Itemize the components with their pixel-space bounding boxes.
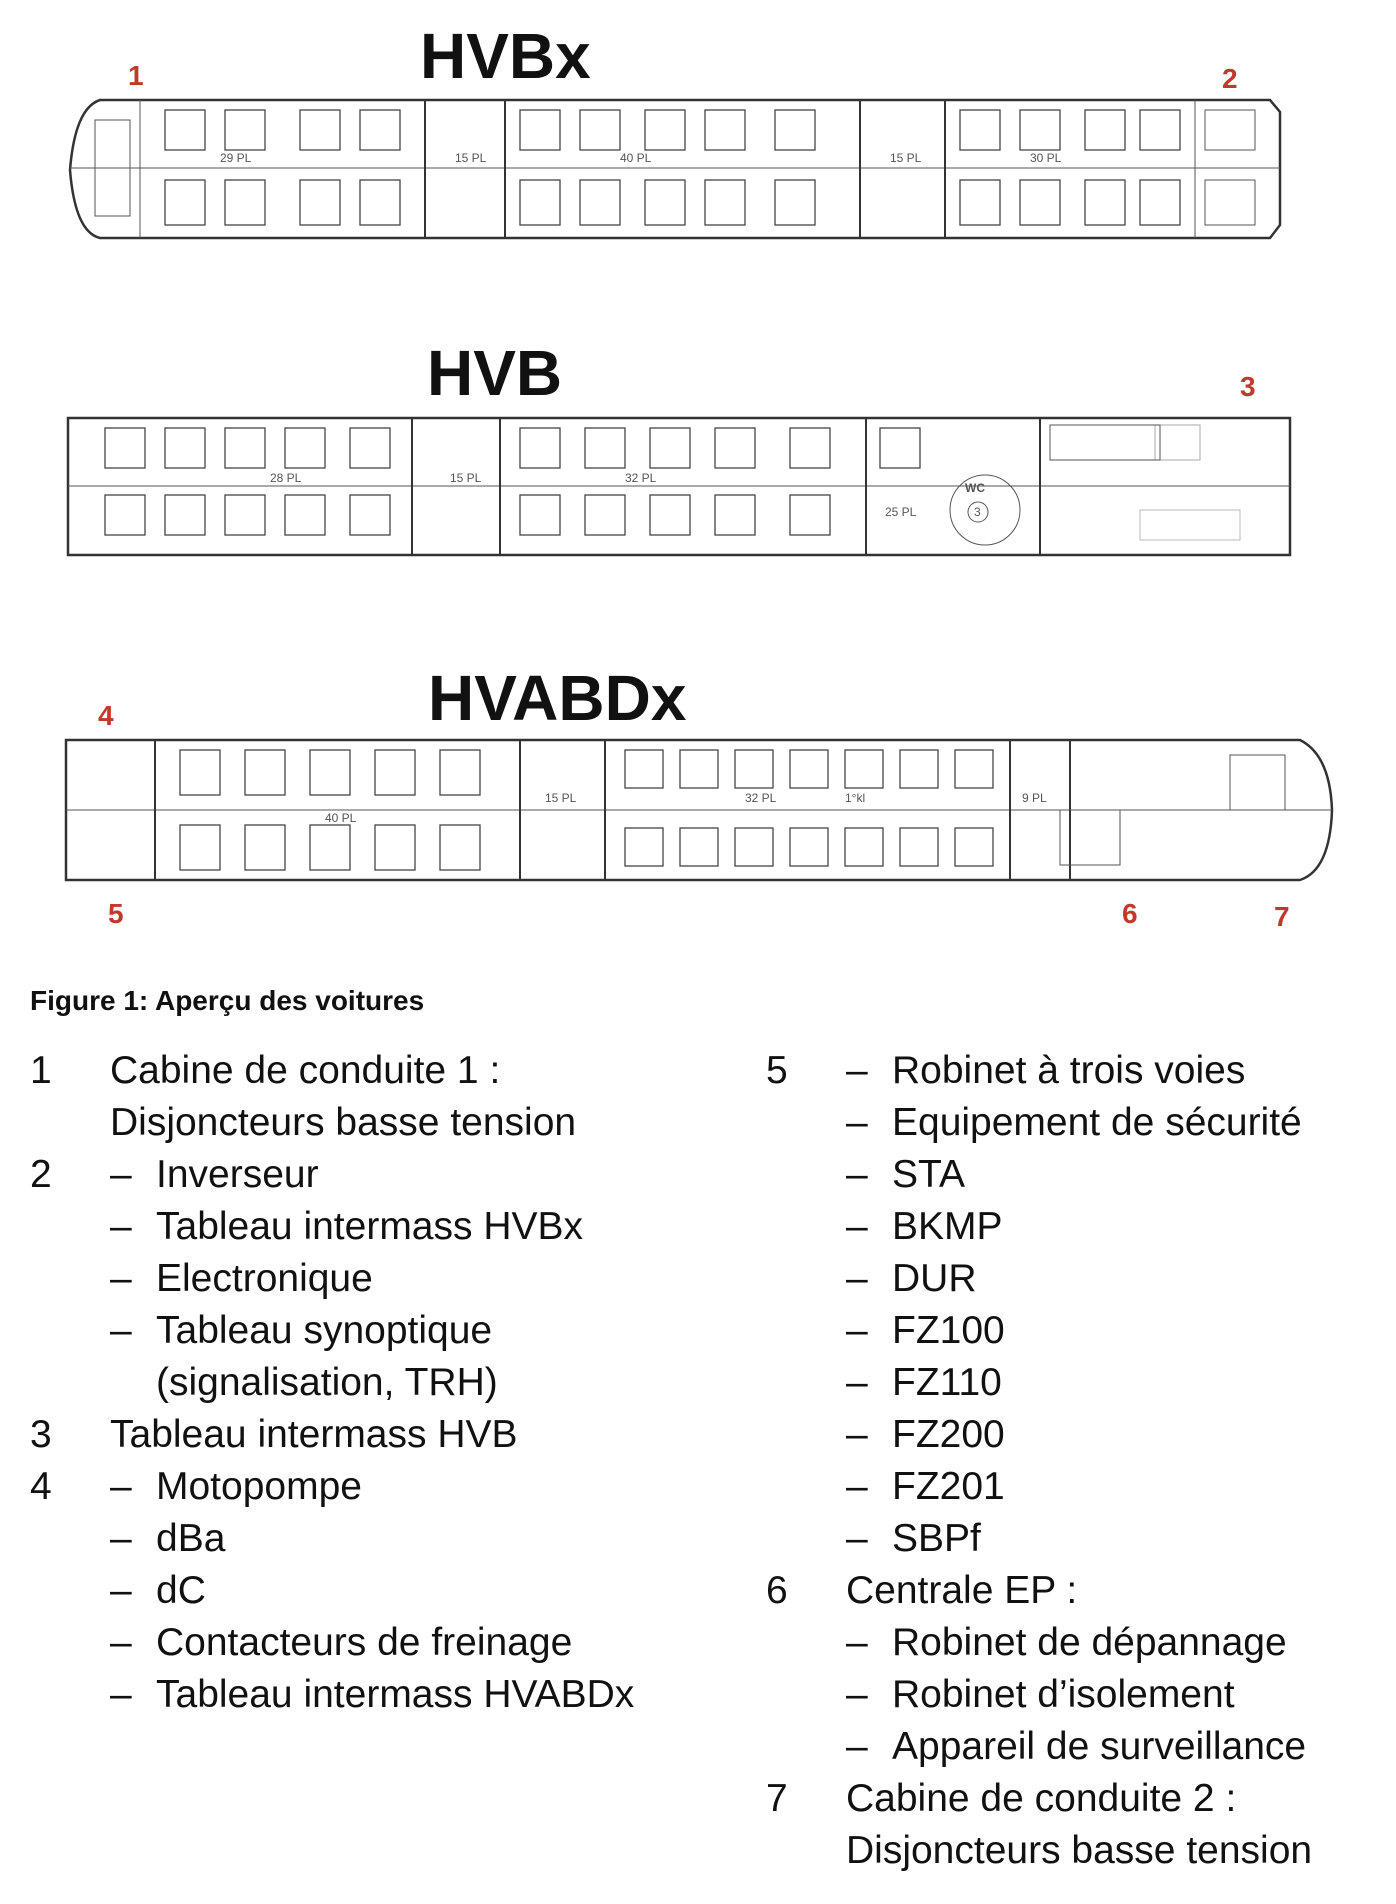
seat-label: 32 PL (625, 471, 657, 485)
figure-caption: Figure 1: Aperçu des voitures (30, 985, 425, 1016)
legend-sub-text: Inverseur (156, 1153, 319, 1196)
legend-sub-item: – Robinet de dépannage (846, 1617, 1396, 1669)
legend-sub-text: DUR (892, 1257, 977, 1300)
legend-sub-text: Tableau intermass HVBx (156, 1205, 584, 1248)
legend-number: 4 (30, 1465, 52, 1508)
legend-sub-item: – FZ201 (846, 1461, 1396, 1513)
legend-number: 1 (30, 1049, 52, 1092)
legend-sub-item: – FZ200 (846, 1409, 1396, 1461)
seat-label: 28 PL (270, 471, 302, 485)
legend-sub-item: – Electronique (110, 1253, 690, 1305)
legend-sub-text: FZ110 (892, 1361, 1002, 1404)
legend-sub-item: – DUR (846, 1253, 1396, 1305)
title-hvbx: HVBx (420, 20, 591, 92)
marker-1: 1 (128, 60, 144, 91)
legend-entry (30, 1461, 690, 1721)
legend-number: 7 (766, 1777, 788, 1820)
legend-text: Centrale EP : (846, 1569, 1078, 1612)
legend-sub-item: – SBPf (846, 1513, 1396, 1565)
legend-sub-text: Contacteurs de freinage (156, 1621, 573, 1664)
title-hvb: HVB (427, 337, 563, 409)
wc-marker: 3 (974, 505, 981, 519)
legend-sub-text: (signalisation, TRH) (156, 1361, 498, 1404)
marker-4: 4 (98, 700, 114, 731)
seat-label: 29 PL (220, 151, 252, 165)
legend-sub-text: Robinet à trois voies (892, 1049, 1246, 1092)
legend-number: 3 (30, 1413, 52, 1456)
legend-entry (766, 1045, 1396, 1565)
legend-text: Disjoncteurs basse tension (846, 1829, 1313, 1872)
legend-sub-item: – BKMP (846, 1201, 1396, 1253)
legend-sub-item (110, 1357, 690, 1409)
legend-text: Disjoncteurs basse tension (110, 1101, 577, 1144)
legend-number: 5 (766, 1049, 788, 1092)
legend-sub-item: – dC (110, 1565, 690, 1617)
legend-text: Cabine de conduite 2 : (846, 1777, 1237, 1820)
legend-number: 6 (766, 1569, 788, 1612)
marker-7: 7 (1274, 901, 1290, 932)
seat-rows-hvb (105, 428, 920, 535)
legend-sub-item: – Robinet à trois voies (846, 1045, 1396, 1097)
marker-6: 6 (1122, 898, 1138, 929)
wc-label: WC (965, 481, 985, 495)
legend-sub-text: Tableau intermass HVABDx (156, 1673, 635, 1716)
seat-label: 15 PL (450, 471, 482, 485)
legend-sub-text: BKMP (892, 1205, 1003, 1248)
seat-label: 1°kl (845, 791, 866, 805)
seat-label: 40 PL (325, 811, 357, 825)
car-hvabdx (66, 740, 1332, 880)
marker-5: 5 (108, 898, 124, 929)
legend-sub-item: – Motopompe (110, 1461, 690, 1513)
seat-label: 9 PL (1022, 791, 1047, 805)
legend-entry (30, 1409, 690, 1461)
legend-sub-text: FZ200 (892, 1413, 1005, 1456)
marker-3: 3 (1240, 371, 1256, 402)
legend-right-column (766, 1045, 1396, 1877)
seat-label: 30 PL (1030, 151, 1062, 165)
seat-label: 40 PL (620, 151, 652, 165)
legend-sub-text: Equipement de sécurité (892, 1101, 1302, 1144)
legend-text: Cabine de conduite 1 : (110, 1049, 501, 1092)
legend-sub-text: dC (156, 1569, 206, 1612)
legend-sub-text: SBPf (892, 1517, 981, 1560)
seat-label: 25 PL (885, 505, 917, 519)
legend-sub-item: – FZ100 (846, 1305, 1396, 1357)
legend-sub-text: Robinet de dépannage (892, 1621, 1287, 1664)
legend-sub-text: FZ100 (892, 1309, 1005, 1352)
seat-label: 15 PL (455, 151, 487, 165)
legend-sub-item: – Tableau intermass HVABDx (110, 1669, 690, 1721)
car-hvb (68, 418, 1290, 555)
legend-sub-text: Robinet d’isolement (892, 1673, 1235, 1716)
legend-entry (30, 1149, 690, 1409)
legend-sub-text: STA (892, 1153, 965, 1196)
legend-sub-item: – Contacteurs de freinage (110, 1617, 690, 1669)
legend-left-column (30, 1045, 690, 1721)
legend-entry (766, 1565, 1396, 1773)
legend-sub-text: Electronique (156, 1257, 373, 1300)
legend-sub-item: – Tableau intermass HVBx (110, 1201, 690, 1253)
title-hvabdx: HVABDx (428, 662, 687, 734)
legend-text: Tableau intermass HVB (110, 1413, 518, 1456)
legend-sub-text: FZ201 (892, 1465, 1005, 1508)
legend-sub-item: – Tableau synoptique (110, 1305, 690, 1357)
legend-sub-text: Tableau synoptique (156, 1309, 493, 1352)
marker-2: 2 (1222, 63, 1238, 94)
legend-sub-item: – FZ110 (846, 1357, 1396, 1409)
legend-sub-item: – Equipement de sécurité (846, 1097, 1396, 1149)
legend-entry (766, 1773, 1396, 1877)
legend-sub-text: dBa (156, 1517, 226, 1560)
legend-sub-item: – Inverseur (110, 1149, 690, 1201)
seat-label: 32 PL (745, 791, 777, 805)
legend-sub-text: Motopompe (156, 1465, 362, 1508)
legend-sub-text: Appareil de surveillance (892, 1725, 1307, 1768)
legend-entry (30, 1045, 690, 1149)
car-hvbx (70, 100, 1280, 238)
legend-sub-item: – Robinet d’isolement (846, 1669, 1396, 1721)
legend-sub-item: – STA (846, 1149, 1396, 1201)
seat-label: 15 PL (545, 791, 577, 805)
legend-sub-item: – dBa (110, 1513, 690, 1565)
legend-number: 2 (30, 1153, 52, 1196)
legend-sub-item: – Appareil de surveillance (846, 1721, 1396, 1773)
seat-label: 15 PL (890, 151, 922, 165)
